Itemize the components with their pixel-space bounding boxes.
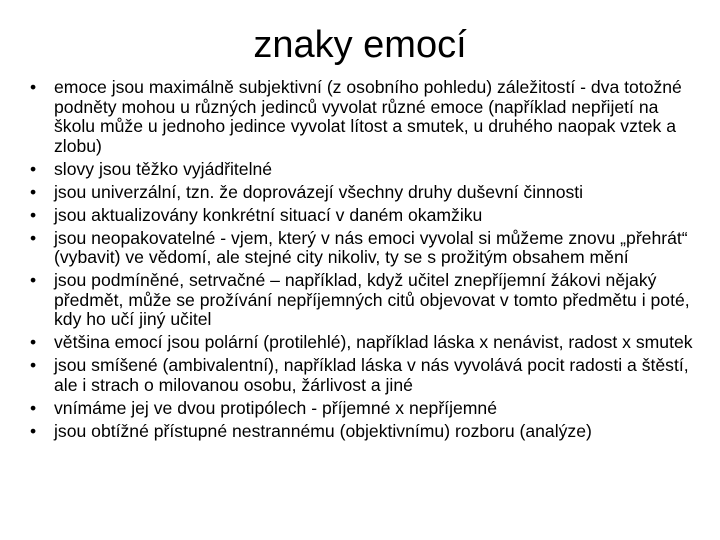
bullet-icon: • (30, 397, 37, 418)
list-item-text: jsou obtížné přístupné nestrannému (objektivnímu) rozboru (analýze) (54, 420, 592, 441)
list-item-text: jsou podmíněné, setrvačné – například, když učitel znepříjemní žákovi nějaký předmět, může se prožívání nepříjemných citů objevovat v tomto předmětu i poté, kdy ho učí jiný učitel (54, 270, 690, 329)
list-item (30, 271, 702, 330)
list-item-text: jsou smíšené (ambivalentní), například láska v nás vyvolává pocit radosti a štěstí, ale i strach o milovanou osobu, žárlivost a jiné (54, 355, 689, 395)
list-item-text: emoce jsou maximálně subjektivní (z osobního pohledu) záležitostí - dva totožné podněty mohou u různých jedinců vyvolat různé emoce (například nepřijetí na školu může u jednoho jedince vyvolat lítost a smutek, u druhého naopak vztek a zlobu) (54, 77, 682, 156)
list-item (30, 183, 702, 203)
list-item-text: jsou univerzální, tzn. že doprovázejí všechny druhy duševní činnosti (54, 181, 584, 202)
list-item-text: jsou aktualizovány konkrétní situací v daném okamžiku (54, 204, 483, 225)
list-item-text: jsou neopakovatelné - vjem, který v nás emoci vyvolal si můžeme znovu „přehrát“ (vybavit) ve vědomí, ale stejné city nikoliv, ty se s prožitým obsahem mění (54, 227, 688, 267)
list-item (30, 356, 702, 395)
list-item (30, 422, 702, 442)
bullet-icon: • (30, 77, 37, 97)
list-item (30, 333, 702, 353)
bullet-icon: • (30, 420, 37, 441)
bullet-icon: • (30, 181, 37, 202)
list-item (30, 206, 702, 226)
bullet-icon: • (30, 158, 37, 179)
list-item-text: většina emocí jsou polární (protilehlé), například láska x nenávist, radost x smutek (54, 332, 693, 352)
list-item-text: vnímáme jej ve dvou protipólech - příjemné x nepříjemné (54, 397, 497, 418)
bullet-icon: • (30, 227, 37, 248)
bullet-list (30, 78, 702, 445)
list-item (30, 229, 702, 268)
list-item (30, 78, 702, 156)
list-item-text: slovy jsou těžko vyjádřitelné (54, 158, 273, 179)
list-item (30, 160, 702, 180)
bullet-icon: • (30, 270, 37, 290)
list-item (30, 399, 702, 419)
bullet-icon: • (30, 355, 37, 375)
bullet-icon: • (30, 332, 37, 352)
bullet-icon: • (30, 204, 37, 225)
slide-title: znaky emocí (253, 24, 467, 66)
